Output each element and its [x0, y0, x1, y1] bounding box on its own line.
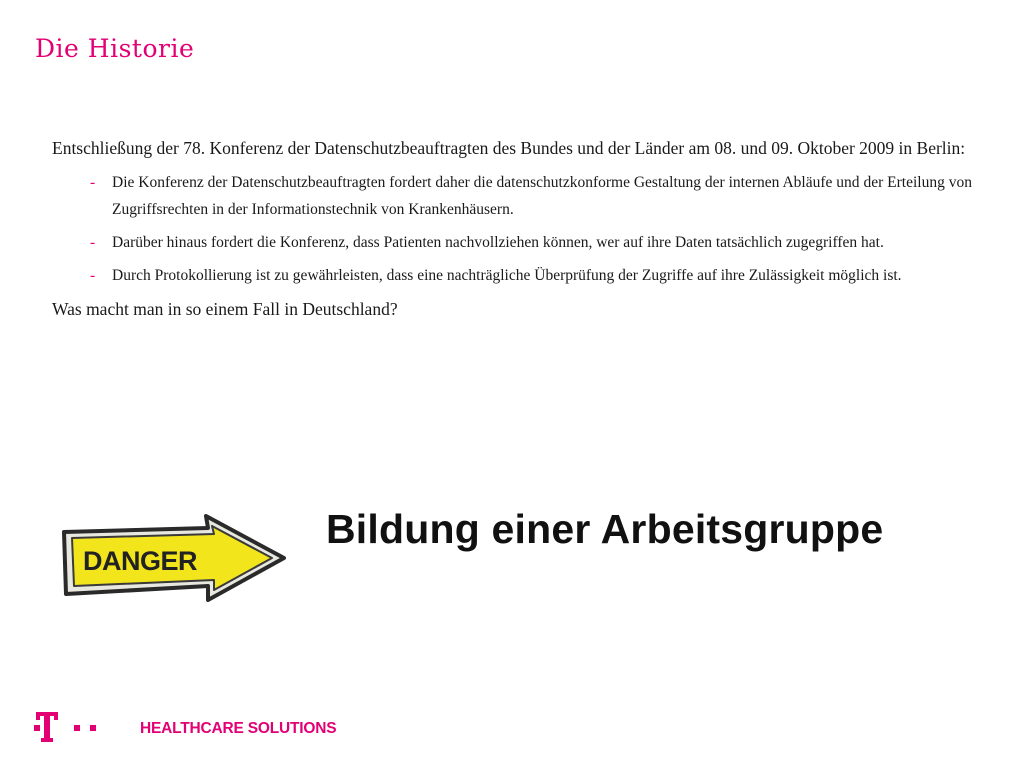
- bullet-item: [90, 262, 972, 289]
- bullet-text: Durch Protokollierung ist zu gewährleisten, dass eine nachträgliche Überprüfung der Zugriffe auf ihre Zulässigkeit möglich ist.: [112, 267, 902, 284]
- footer: [34, 708, 354, 748]
- telekom-t-logo-icon: [34, 708, 104, 746]
- headline: Bildung einer Arbeitsgruppe: [326, 506, 884, 552]
- danger-arrow-sign: [58, 514, 288, 602]
- slide-body: [52, 134, 972, 324]
- bullet-text: Darüber hinaus fordert die Konferenz, dass Patienten nachvollziehen können, wer auf ihre Daten tatsächlich zugegriffen hat.: [112, 234, 884, 251]
- bullet-item: [90, 229, 972, 256]
- bullet-list: [52, 169, 972, 289]
- bullet-dash: -: [90, 234, 96, 251]
- bullet-dash: -: [90, 267, 96, 284]
- bullet-item: [90, 169, 972, 223]
- bullet-dash: -: [90, 174, 96, 191]
- danger-label: DANGER: [82, 546, 198, 576]
- page-title: Die Historie: [35, 34, 195, 63]
- question-paragraph: Was macht man in so einem Fall in Deutschland?: [52, 299, 398, 319]
- bullet-text: Die Konferenz der Datenschutzbeauftragten fordert daher die datenschutzkonforme Gestaltung der internen Abläufe und der Erteilung von Zugriffsrechten in der Informationstechnik von Krankenhäusern.: [112, 174, 972, 218]
- brand-name: HEALTHCARE SOLUTIONS: [140, 720, 337, 737]
- intro-paragraph: Entschließung der 78. Konferenz der Datenschutzbeauftragten des Bundes und der Länder am 08. und 09. Oktober 2009 in Berlin:: [52, 138, 966, 158]
